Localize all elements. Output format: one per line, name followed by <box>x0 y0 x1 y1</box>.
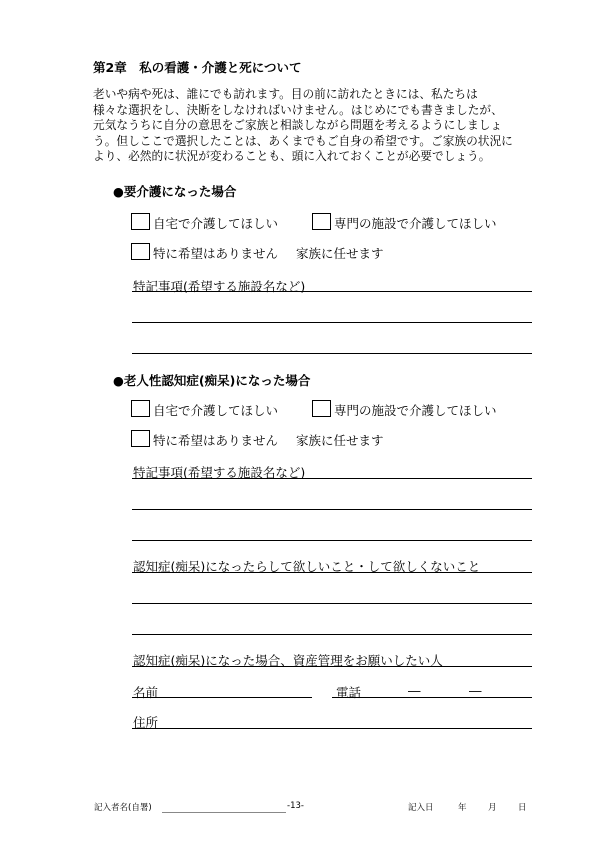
notes-line[interactable] <box>132 291 532 292</box>
phone-separator: ― <box>469 683 482 698</box>
wishes-line[interactable] <box>132 634 532 635</box>
checkbox-facility-care[interactable] <box>312 213 331 230</box>
checkbox-no-preference[interactable] <box>131 243 150 260</box>
name-label: 名前 <box>133 685 159 700</box>
page-number: -13- <box>287 801 304 811</box>
option-no-preference-label: 特に希望はありません <box>153 246 279 261</box>
date-year: 年 <box>458 803 467 813</box>
option-facility-care-label: 専門の施設で介護してほしい <box>334 403 497 418</box>
wishes-line[interactable] <box>132 603 532 604</box>
section-dementia-heading: ●老人性認知症(痴呆)になった場合 <box>113 373 311 388</box>
signer-label: 記入者名(自署) <box>94 803 152 813</box>
date-month: 月 <box>488 803 497 813</box>
checkbox-no-preference[interactable] <box>131 430 150 447</box>
intro-line: う。但しここで選択したことは、あくまでもご自身の希望です。ご家族の状況に <box>93 133 513 148</box>
option-no-preference-label: 特に希望はありません <box>153 433 279 448</box>
checkbox-facility-care[interactable] <box>312 400 331 417</box>
notes-line[interactable] <box>132 353 532 354</box>
notes-label: 特記事項(希望する施設名など) <box>133 465 306 480</box>
option-home-care-label: 自宅で介護してほしい <box>153 216 279 231</box>
notes-line[interactable] <box>132 478 532 479</box>
option-facility-care-label: 専門の施設で介護してほしい <box>334 216 497 231</box>
notes-line[interactable] <box>132 509 532 510</box>
option-leave-to-family-label: 家族に任せます <box>296 433 384 448</box>
date-label: 記入日 <box>408 803 434 813</box>
intro-paragraph <box>93 87 513 165</box>
asset-manager-line[interactable] <box>132 666 532 667</box>
address-field-line[interactable] <box>132 728 532 729</box>
intro-line: より、必然的に状況が変わることも、頭に入れておくことが必要でしょう。 <box>93 149 491 163</box>
intro-line: 元気なうちに自分の意思をご家族と相談しながら問題を考えるようにしましょ <box>93 118 503 132</box>
asset-manager-label: 認知症(痴呆)になった場合、資産管理をお願いしたい人 <box>133 653 443 668</box>
signer-line[interactable] <box>162 812 286 813</box>
section-care-heading: ●要介護になった場合 <box>113 184 237 199</box>
notes-line[interactable] <box>132 322 532 323</box>
option-home-care-label: 自宅で介護してほしい <box>153 403 279 418</box>
phone-field-line[interactable] <box>332 697 532 698</box>
intro-line: 様々な選択をし、決断をしなければいけません。はじめにでも書きましたが、 <box>93 102 503 117</box>
wishes-label: 認知症(痴呆)になったらして欲しいこと・して欲しくないこと <box>133 559 481 574</box>
name-field-line[interactable] <box>132 697 312 698</box>
date-day: 日 <box>518 803 527 813</box>
phone-label: 電話 <box>336 685 362 700</box>
notes-label: 特記事項(希望する施設名など) <box>133 279 306 294</box>
checkbox-home-care[interactable] <box>131 400 150 417</box>
checkbox-home-care[interactable] <box>131 213 150 230</box>
address-label: 住所 <box>133 715 159 730</box>
notes-line[interactable] <box>132 540 532 541</box>
wishes-line[interactable] <box>132 572 532 573</box>
option-leave-to-family-label: 家族に任せます <box>296 246 384 261</box>
intro-line: 老いや病や死は、誰にでも訪れます。目の前に訪れたときには、私たちは <box>93 87 478 101</box>
chapter-title: 第2章 私の看護・介護と死について <box>93 60 302 75</box>
phone-separator: ― <box>408 683 421 698</box>
